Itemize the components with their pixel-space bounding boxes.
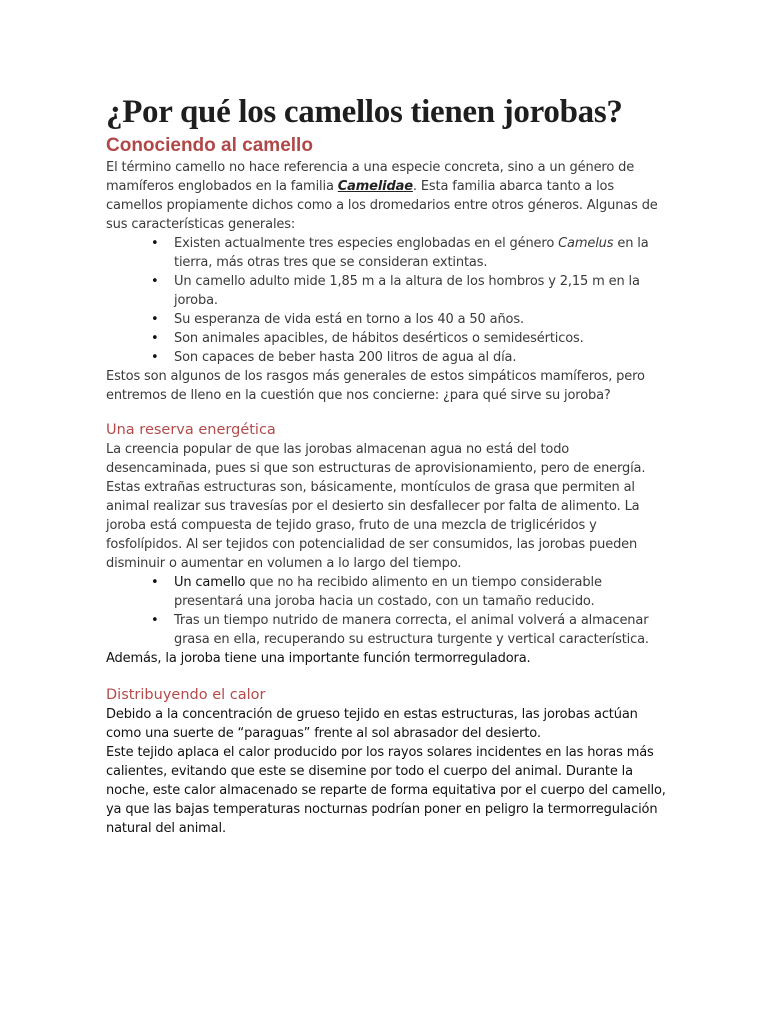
- section3-paragraph-1: Debido a la concentración de grueso tejido en estas estructuras, las jorobas actúan como una suerte de “paraguas” frente al sol abrasador del desierto.: [106, 707, 638, 741]
- list-item: • Un camello adulto mide 1,85 m a la altura de los hombros y 2,15 m en la joroba.: [174, 272, 666, 310]
- list-item: • Su esperanza de vida está en torno a los 40 a 50 años.: [174, 310, 666, 329]
- document-page: [106, 92, 666, 838]
- list-item: • Existen actualmente tres especies englobadas en el género Camelus en la tierra, más otras tres que se consideran extintas.: [174, 234, 666, 272]
- section1-bullet-list: [106, 234, 666, 367]
- section-heading-conociendo: Conociendo al camello: [106, 135, 313, 156]
- family-name-camelidae: Camelidae: [337, 179, 413, 194]
- document-title: ¿Por qué los camellos tienen jorobas?: [106, 94, 623, 130]
- section2-paragraph-2: Estas extrañas estructuras son, básicamente, montículos de grasa que permiten al animal realizar sus travesías por el desierto sin desfallecer por falta de alimento. La joroba está compuesta de tejido graso, fruto de una mezcla de triglicéridos y fosfolípidos. Al ser tejidos con potencialidad de ser consumidos, las jorobas pueden disminuir o aumentar en volumen a lo largo del tiempo.: [106, 480, 640, 571]
- section1-intro: El término camello no hace referencia a una especie concreta, sino a un género de mamíferos englobados en la familia Camelidae. Esta familia abarca tanto a los camellos propiamente dichos como a los dromedarios entre otros géneros. Algunas de sus características generales:: [106, 160, 658, 232]
- list-item: • Son capaces de beber hasta 200 litros de agua al día.: [174, 348, 666, 367]
- section2-bullet-list: [106, 573, 666, 649]
- section2-paragraph-1: La creencia popular de que las jorobas almacenan agua no está del todo desencaminada, pues si que son estructuras de aprovisionamiento, pero de energía.: [106, 442, 646, 476]
- section3-paragraph-2: Este tejido aplaca el calor producido por los rayos solares incidentes en las horas más calientes, evitando que este se disemine por todo el cuerpo del animal. Durante la noche, este calor almacenado se reparte de forma equitativa por el cuerpo del camello, ya que las bajas temperaturas nocturnas podrían poner en peligro la termorregulación natural del animal.: [106, 745, 666, 836]
- genus-name-camelus: Camelus: [558, 236, 614, 251]
- section-heading-distribuyendo: Distribuyendo el calor: [106, 687, 266, 703]
- list-item: • Tras un tiempo nutrido de manera correcta, el animal volverá a almacenar grasa en ella, recuperando su estructura turgente y vertical característica.: [174, 611, 666, 649]
- list-item: • Son animales apacibles, de hábitos desérticos o semidesérticos.: [174, 329, 666, 348]
- section2-outro: Además, la joroba tiene una importante función termorreguladora.: [106, 651, 531, 666]
- section-heading-reserva: Una reserva energética: [106, 422, 276, 438]
- section1-outro: Estos son algunos de los rasgos más generales de estos simpáticos mamíferos, pero entremos de lleno en la cuestión que nos concierne: ¿para qué sirve su joroba?: [106, 369, 645, 403]
- list-item: • Un camello que no ha recibido alimento en un tiempo considerable presentará una joroba hacia un costado, con un tamaño reducido.: [174, 573, 666, 611]
